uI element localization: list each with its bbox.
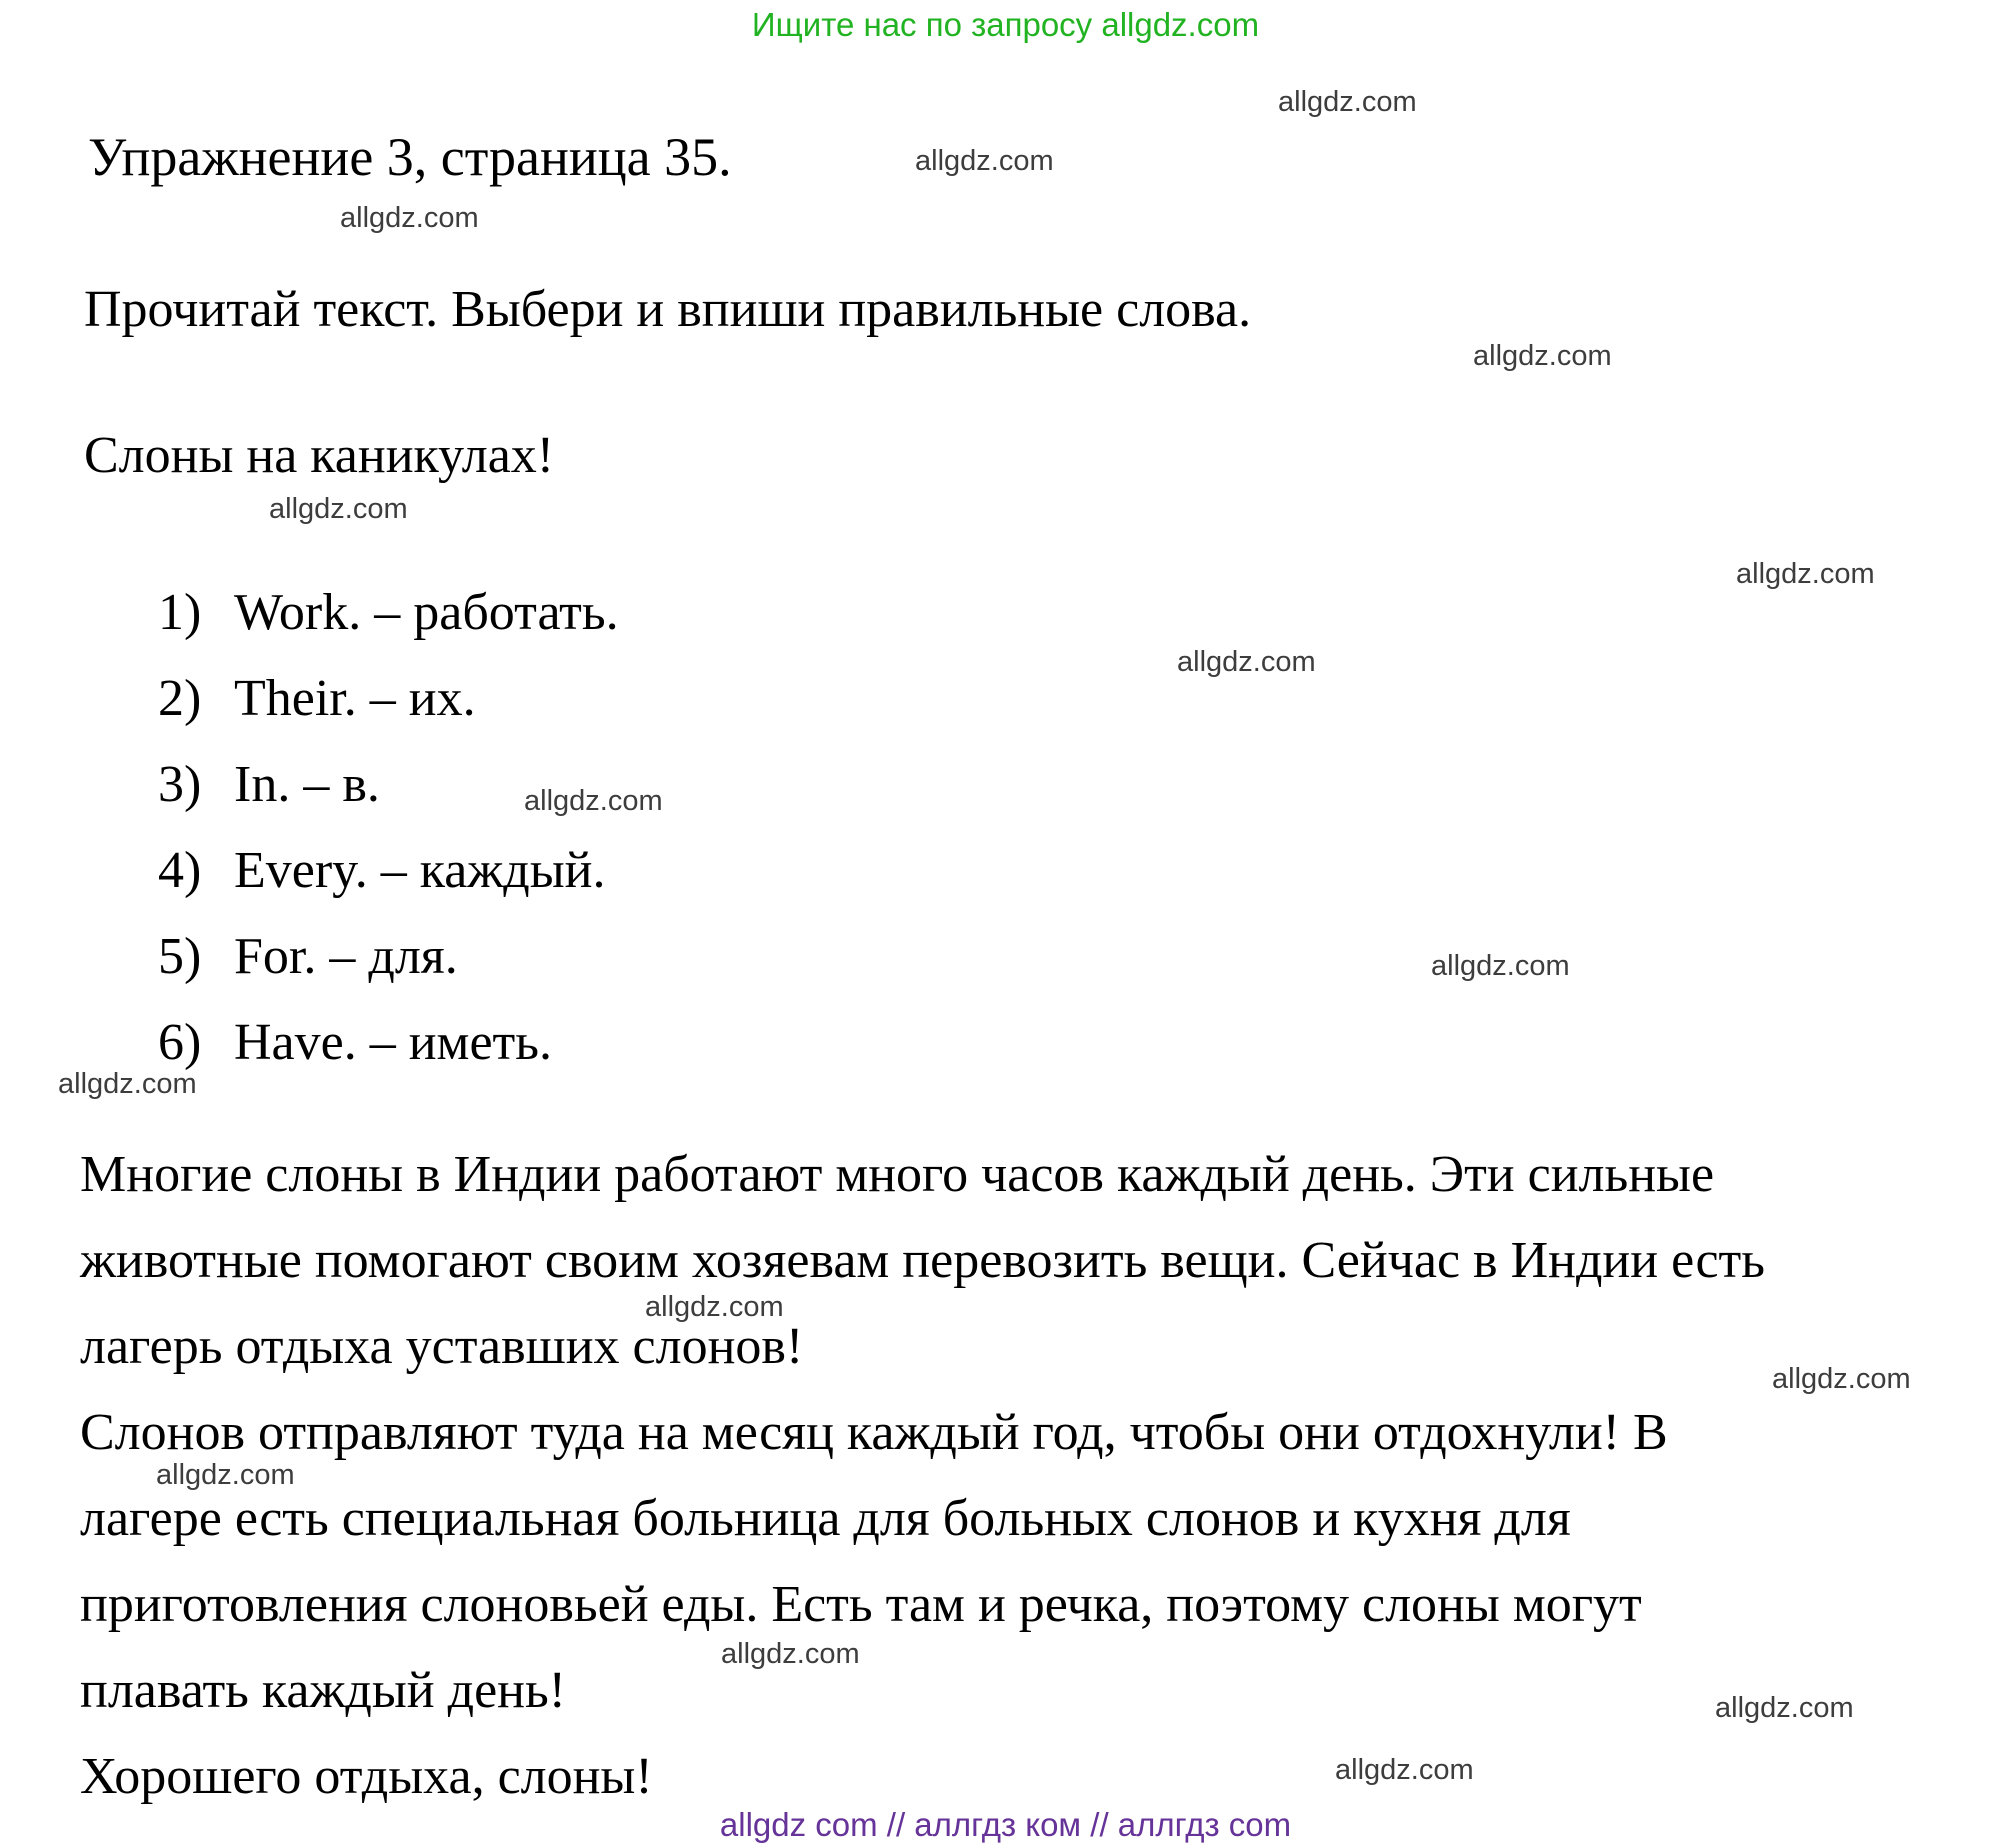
text-line: Хорошего отдыха, слоны!: [80, 1748, 653, 1805]
promo-banner: Ищите нас по запросу allgdz.com: [751, 6, 1260, 43]
watermark: allgdz.com: [1736, 558, 1875, 590]
text-line: Многие слоны в Индии работают много часов каждый день. Эти сильные: [80, 1146, 1715, 1203]
answer-text: Their. – их.: [234, 670, 476, 727]
text-line: Слонов отправляют туда на месяц каждый год, чтобы они отдохнули! В: [80, 1404, 1668, 1461]
watermark: allgdz.com: [915, 145, 1054, 177]
text-line: лагерь отдыха уставших слонов!: [80, 1318, 804, 1375]
answer-text: In. – в.: [234, 756, 380, 813]
text-line: лагере есть специальная больница для больных слонов и кухня для: [80, 1490, 1571, 1547]
answer-number: 6): [158, 1014, 202, 1071]
answer-item: [158, 828, 619, 914]
watermark: allgdz.com: [645, 1291, 784, 1323]
watermark: allgdz.com: [1473, 340, 1612, 372]
page-title: Упражнение 3, страница 35.: [88, 127, 732, 187]
answer-text: Every. – каждый.: [234, 842, 606, 899]
watermark: allgdz.com: [1431, 950, 1570, 982]
answer-text: Work. – работать.: [234, 584, 619, 641]
answer-item: [158, 742, 619, 828]
answer-item: [158, 656, 619, 742]
watermark: allgdz.com: [721, 1638, 860, 1670]
answer-text: For. – для.: [234, 928, 458, 985]
answers-list: [158, 570, 619, 1086]
watermark: allgdz.com: [156, 1459, 295, 1491]
answer-number: 4): [158, 842, 202, 899]
text-title: Слоны на каникулах!: [84, 427, 555, 484]
watermark: allgdz.com: [1715, 1692, 1854, 1724]
answer-item: [158, 914, 619, 1000]
task-instruction: Прочитай текст. Выбери и впиши правильные слова.: [84, 281, 1252, 338]
watermark: allgdz.com: [524, 785, 663, 817]
answer-number: 1): [158, 584, 202, 641]
answer-number: 2): [158, 670, 202, 727]
answer-number: 3): [158, 756, 202, 813]
watermark: allgdz.com: [269, 493, 408, 525]
answer-text: Have. – иметь.: [234, 1014, 552, 1071]
watermark: allgdz.com: [1278, 86, 1417, 118]
watermark: allgdz.com: [1177, 646, 1316, 678]
answer-item: [158, 570, 619, 656]
translation-text: [80, 1132, 1765, 1820]
watermark: allgdz.com: [340, 202, 479, 234]
text-line: плавать каждый день!: [80, 1662, 567, 1719]
answer-number: 5): [158, 928, 202, 985]
watermark: allgdz.com: [58, 1068, 197, 1100]
answer-item: [158, 1000, 619, 1086]
watermark: allgdz.com: [1335, 1754, 1474, 1786]
footer-links: allgdz com // аллгдз ком // аллгдз com: [719, 1806, 1292, 1843]
text-line: животные помогают своим хозяевам перевозить вещи. Сейчас в Индии есть: [80, 1232, 1765, 1289]
watermark: allgdz.com: [1772, 1363, 1911, 1395]
text-line: приготовления слоновьей еды. Есть там и речка, поэтому слоны могут: [80, 1576, 1642, 1633]
